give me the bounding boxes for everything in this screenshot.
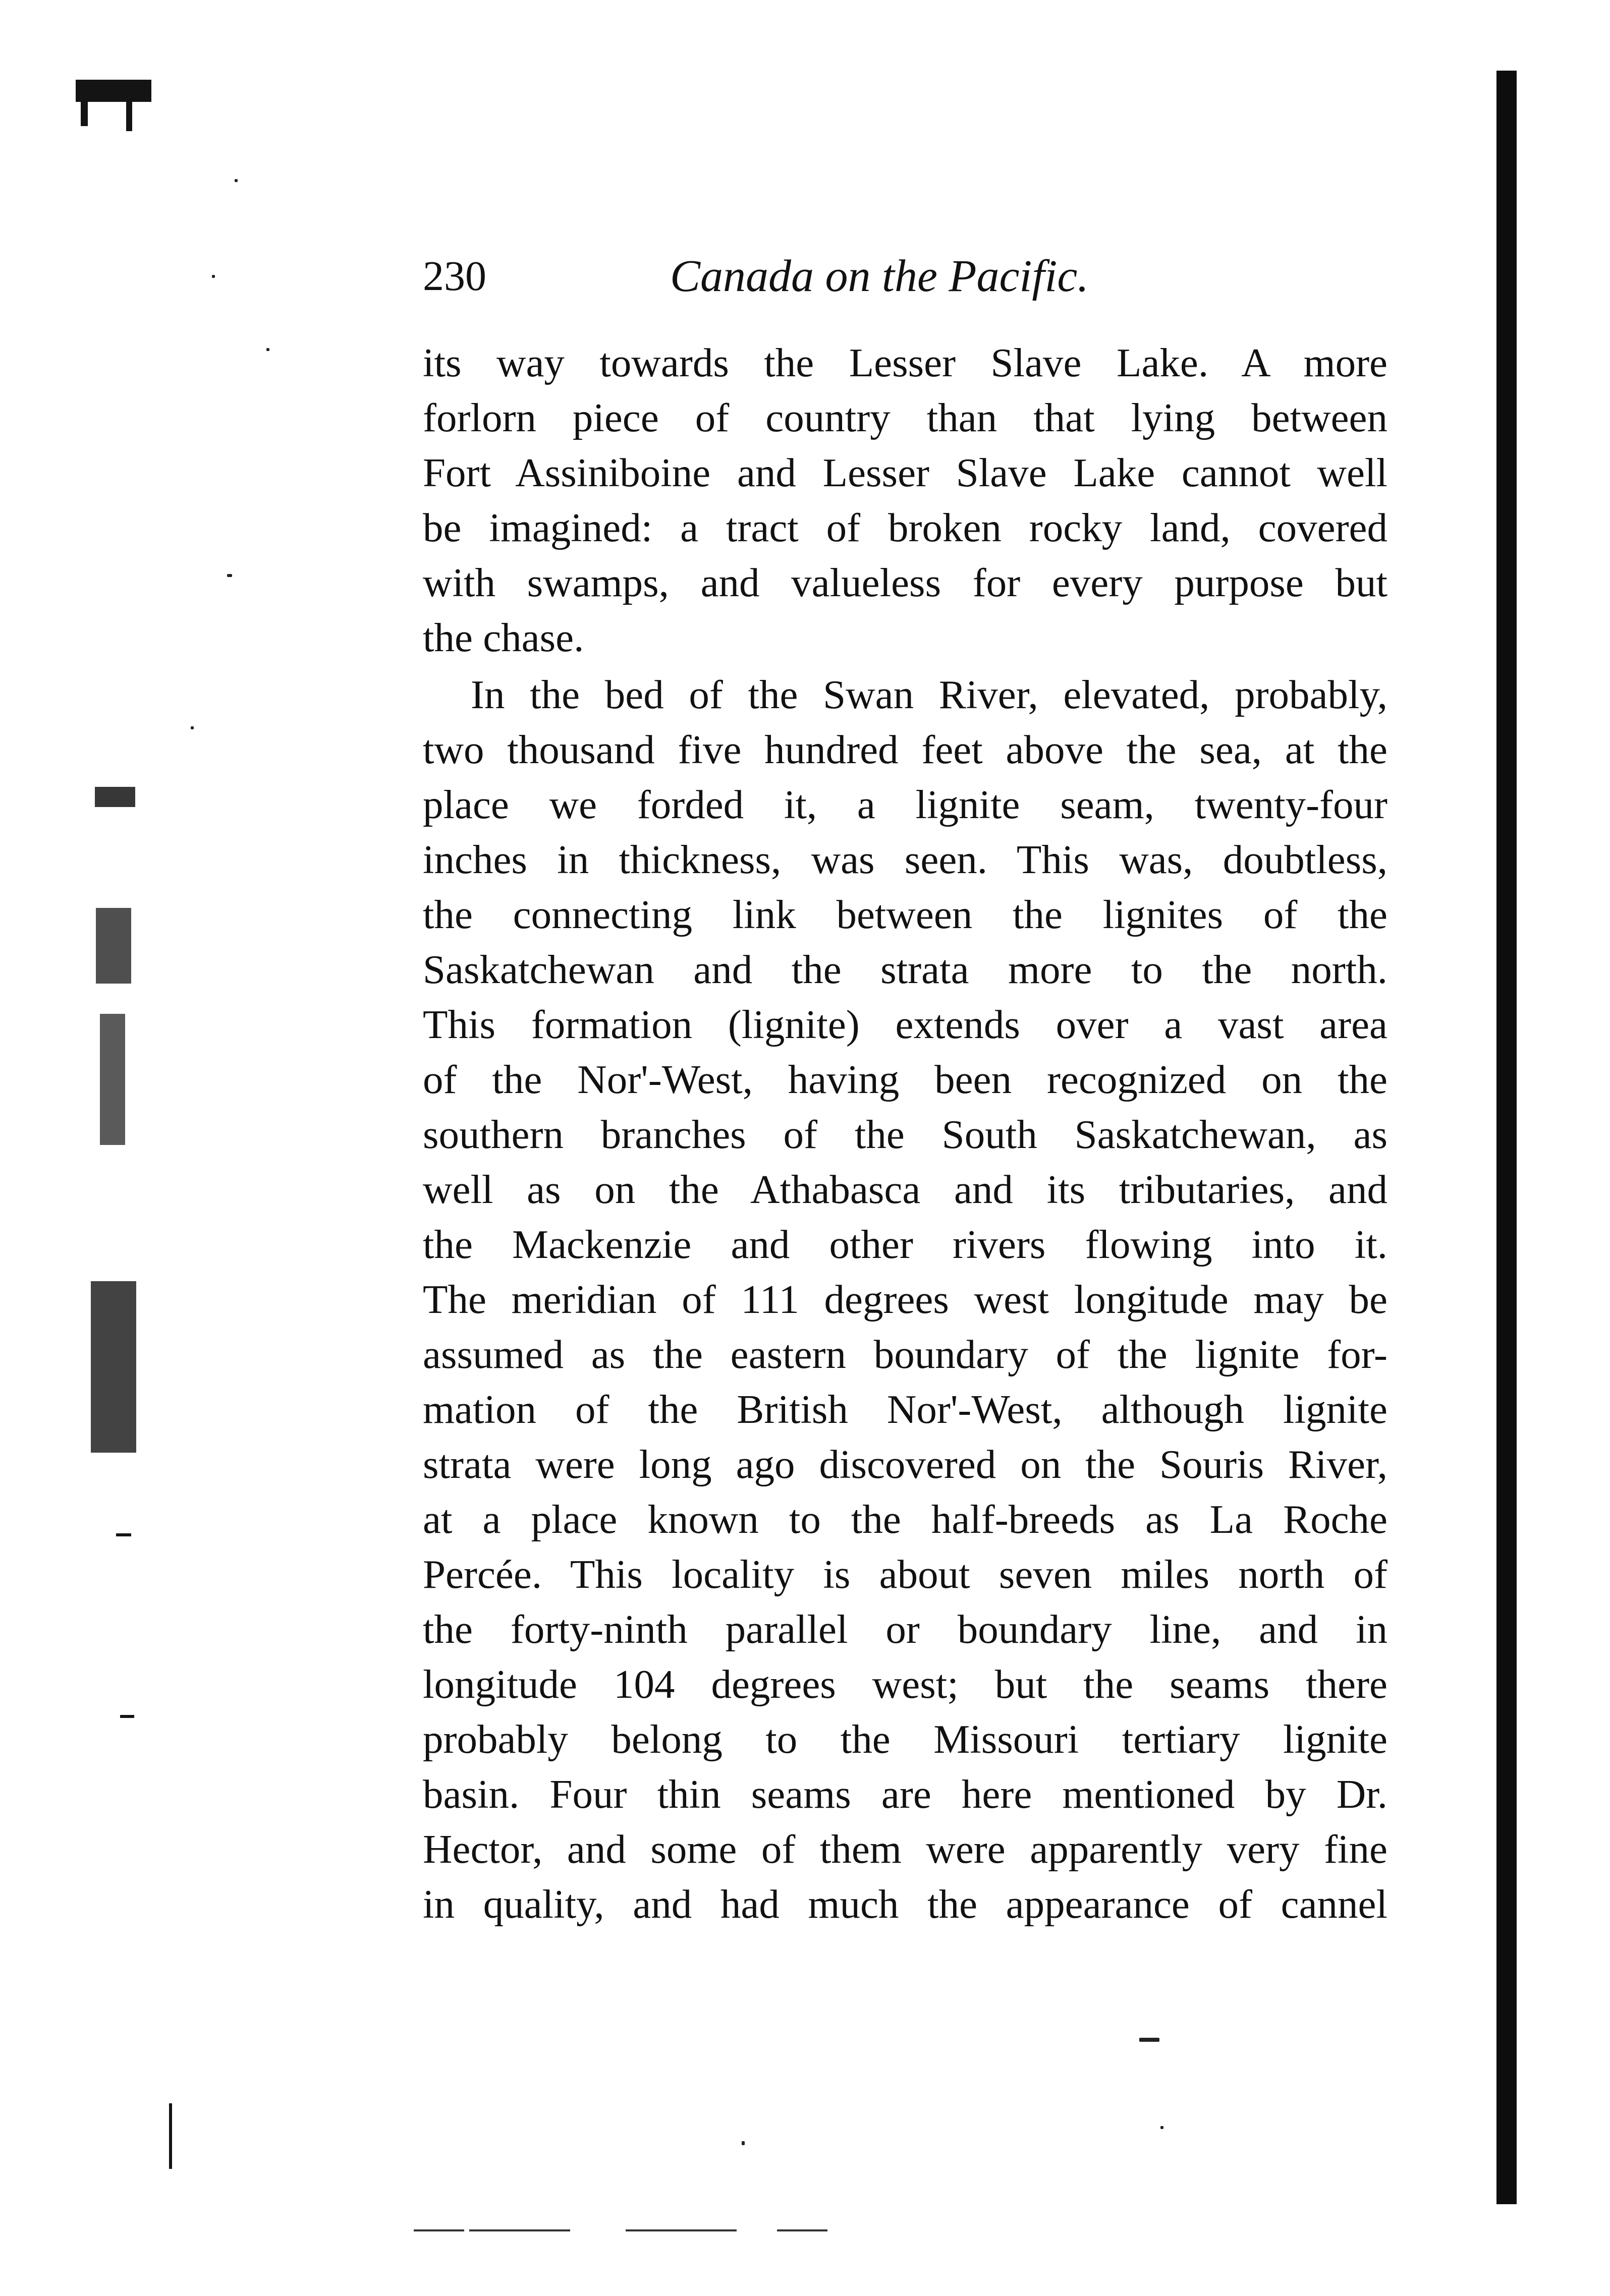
binding-edge-mark — [100, 1014, 125, 1145]
text-line: with swamps, and valueless for every purpose but — [423, 560, 1387, 605]
binding-edge-mark — [91, 1281, 136, 1453]
text-line: at a place known to the half-breeds as La Roche — [423, 1497, 1387, 1542]
top-left-scan-mark-leg-2 — [126, 101, 132, 131]
text-line: the connecting link between the lignites of the — [423, 892, 1387, 937]
scan-speck — [1160, 2126, 1163, 2129]
scan-speck — [1139, 2038, 1159, 2042]
binding-edge-mark — [169, 2103, 172, 2169]
scan-speck — [191, 726, 194, 729]
body-text — [423, 335, 1387, 1932]
text-line: assumed as the eastern boundary of the lignite for- — [423, 1332, 1387, 1377]
text-line: the forty-ninth parallel or boundary line, and in — [423, 1606, 1387, 1652]
text-line: inches in thickness, was seen. This was, doubtless, — [423, 837, 1387, 882]
binding-edge-mark — [96, 908, 131, 984]
text-line: basin. Four thin seams are here mentioned by Dr. — [423, 1771, 1387, 1817]
bottom-scan-dash — [469, 2229, 570, 2231]
text-line: of the Nor'-West, having been recognized on the — [423, 1057, 1387, 1102]
text-line: Fort Assiniboine and Lesser Slave Lake cannot well — [423, 450, 1387, 495]
text-line: its way towards the Lesser Slave Lake. A more — [423, 340, 1387, 385]
scan-speck — [212, 275, 215, 278]
text-line: longitude 104 degrees west; but the seams there — [423, 1661, 1387, 1707]
bottom-scan-dash — [414, 2229, 464, 2231]
scan-speck — [266, 348, 269, 351]
text-line: This formation (lignite) extends over a vast area — [423, 1002, 1387, 1047]
top-left-scan-mark-leg — [81, 101, 88, 126]
text-line: mation of the British Nor'-West, although lignite — [423, 1387, 1387, 1432]
text-line: southern branches of the South Saskatchewan, as — [423, 1112, 1387, 1157]
text-line: Hector, and some of them were apparently very fine — [423, 1826, 1387, 1872]
text-line: forlorn piece of country than that lying between — [423, 395, 1387, 440]
bottom-scan-dash — [626, 2229, 737, 2231]
text-line: strata were long ago discovered on the Souris River, — [423, 1442, 1387, 1487]
text-line: in quality, and had much the appearance of cannel — [423, 1881, 1387, 1927]
top-left-scan-mark — [76, 80, 151, 102]
binding-edge-mark — [116, 1533, 131, 1536]
page-header — [423, 246, 1381, 307]
page-number: 230 — [423, 253, 486, 300]
right-binding-rule — [1496, 71, 1517, 2204]
scan-speck — [235, 179, 238, 182]
text-line: well as on the Athabasca and its tributaries, and — [423, 1167, 1387, 1212]
text-line: the chase. — [423, 615, 584, 660]
text-line: The meridian of 111 degrees west longitude may be — [423, 1277, 1387, 1322]
scan-speck — [742, 2141, 745, 2145]
text-line: the Mackenzie and other rivers flowing into it. — [423, 1222, 1387, 1267]
text-line: two thousand five hundred feet above the sea, at the — [423, 727, 1387, 772]
text-line: Saskatchewan and the strata more to the north. — [423, 947, 1387, 992]
text-line: probably belong to the Missouri tertiary lignite — [423, 1716, 1387, 1762]
binding-edge-mark — [120, 1715, 134, 1718]
bottom-scan-dash — [777, 2229, 827, 2231]
text-line: Percée. This locality is about seven miles north of — [423, 1552, 1387, 1597]
text-line: be imagined: a tract of broken rocky land, covered — [423, 505, 1387, 550]
binding-edge-mark — [95, 787, 135, 807]
text-line: In the bed of the Swan River, elevated, probably, — [471, 672, 1387, 717]
running-head: Canada on the Pacific. — [670, 251, 1089, 301]
scan-speck — [227, 574, 232, 577]
text-line: place we forded it, a lignite seam, twenty-four — [423, 782, 1387, 827]
